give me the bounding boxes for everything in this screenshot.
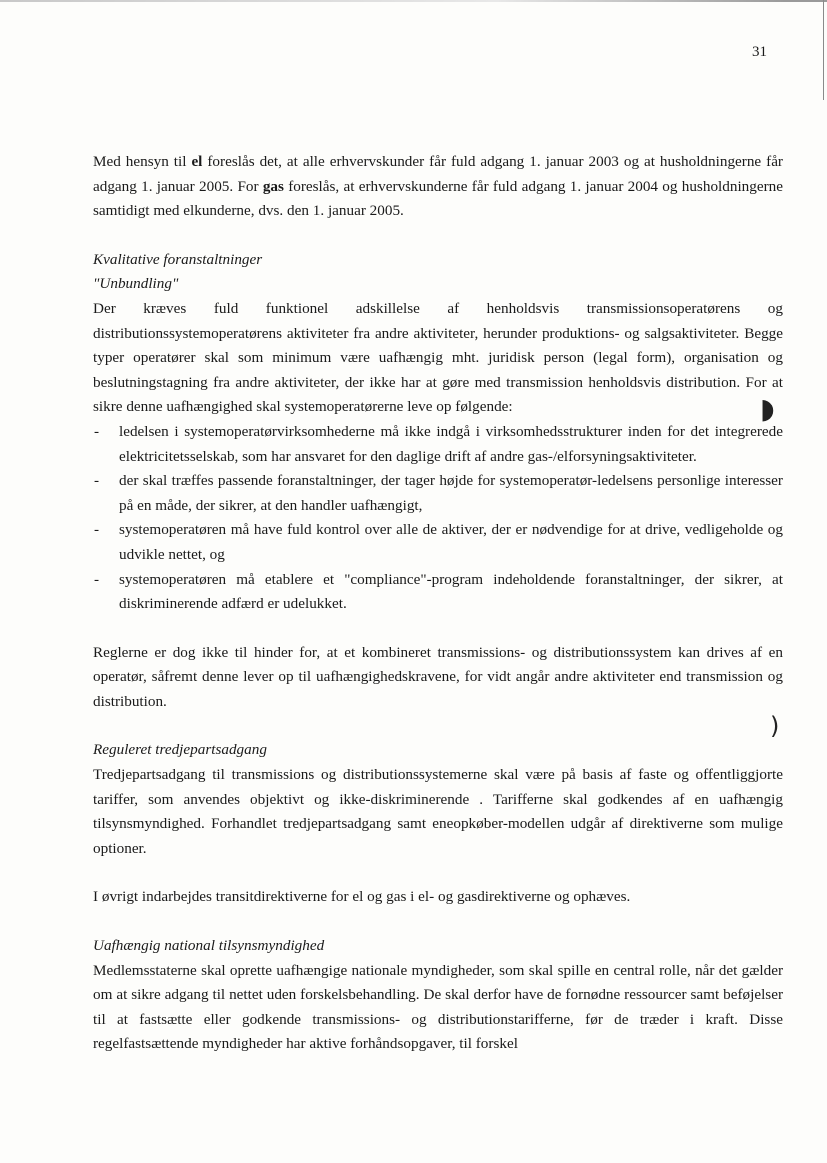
third-party-access-paragraph: Tredjepartsadgang til transmissions og distributionssystemerne skal være på basis af faste og offentliggjorte tariffer, som anvendes objektivt og ikke-diskriminerende . Tarifferne skal godkendes af en uafhængig tilsynsmyndighed. Forhandlet tredjepartsadgang samt eneopkøber-modellen udgår af direktiverne som mulige optioner.	[93, 766, 783, 857]
page-number: 31	[752, 44, 767, 60]
list-item: - der skal træffes passende foranstaltninger, der tager højde for systemoperatør-ledelsens personlige interesser på en måde, der sikrer, at den handler uafhængigt,	[119, 469, 783, 518]
unbundling-paragraph: Der kræves fuld funktionel adskillelse af henholdsvis transmissionsoperatørens og distributionssystemoperatørens aktiviteter fra andre aktiviteter, herunder produktions- og salgsaktiviteter. Begge typer operatører skal som minimum være uafhængig mht. juridisk person (legal form), organisation og beslutningstagning fra andre aktiviteter, der ikke har at gøre med transmission henholdsvis distribution. For at sikre denne uafhængighed skal systemoperatørerne leve op følgende:	[93, 299, 783, 416]
intro-text-3: foreslås, at erhvervskunderne får fuld adgang 1. januar 2004 og husholdningerne samtidigt med elkunderne, dvs. den 1. januar 2005.	[93, 177, 783, 220]
intro-text-1: Med hensyn til	[93, 153, 192, 170]
document-body	[93, 150, 783, 1057]
requirements-list	[93, 420, 783, 617]
intro-bold-el: el	[191, 153, 203, 170]
scan-edge-top	[0, 0, 827, 2]
section-subheading-unbundling: "Unbundling"	[93, 275, 179, 293]
list-item: - systemoperatøren må etablere et "compliance"-program indeholdende foranstaltninger, der sikrer, at diskriminerende adfærd er udelukket.	[119, 568, 783, 617]
punch-hole-mark-bottom: )	[770, 712, 780, 740]
intro-paragraph	[93, 150, 783, 224]
list-item: - ledelsen i systemoperatørvirksomhederne må ikke indgå i virksomhedsstrukturer inden for det integrerede elektricitetsselskab, som har ansvaret for den daglige drift af andre gas-/elforsyningsaktiviteter.	[119, 420, 783, 469]
intro-bold-gas: gas	[262, 177, 284, 195]
transit-paragraph: I øvrigt indarbejdes transitdirektiverne for el og gas i el- og gasdirektiverne og ophæves.	[93, 888, 631, 906]
punch-hole-mark-top: ◗	[760, 392, 775, 425]
scan-edge-right	[823, 0, 824, 100]
section-heading-regulator: Uafhængig national tilsynsmyndighed	[93, 937, 325, 955]
list-item: - systemoperatøren må have fuld kontrol over alle de aktiver, der er nødvendige for at drive, vedligeholde og udvikle nettet, og	[119, 518, 783, 567]
rules-paragraph: Reglerne er dog ikke til hinder for, at et kombineret transmissions- og distributionssystem kan drives af en operatør, såfremt denne lever op til uafhængighedskravene, for vidt angår andre aktiviteter end transmission og distribution.	[93, 643, 783, 710]
section-heading-qualitative: Kvalitative foranstaltninger	[93, 250, 263, 268]
section-heading-third-party-access: Reguleret tredjepartsadgang	[93, 741, 267, 759]
regulator-paragraph: Medlemsstaterne skal oprette uafhængige nationale myndigheder, som skal spille en central rolle, når det gælder om at sikre adgang til nettet uden forskelsbehandling. De skal derfor have de fornødne ressourcer samt beføjelser til at fastsætte eller godkende transmissions- og distributionstarifferne, før de træder i kraft. Disse regelfastsættende myndigheder har aktive forhåndsopgaver, til forskel	[93, 961, 783, 1053]
intro-text-2: foreslås det, at alle erhvervskunder får fuld adgang 1. januar 2003 og at husholdningerne får adgang 1. januar 2005. For	[93, 153, 783, 195]
